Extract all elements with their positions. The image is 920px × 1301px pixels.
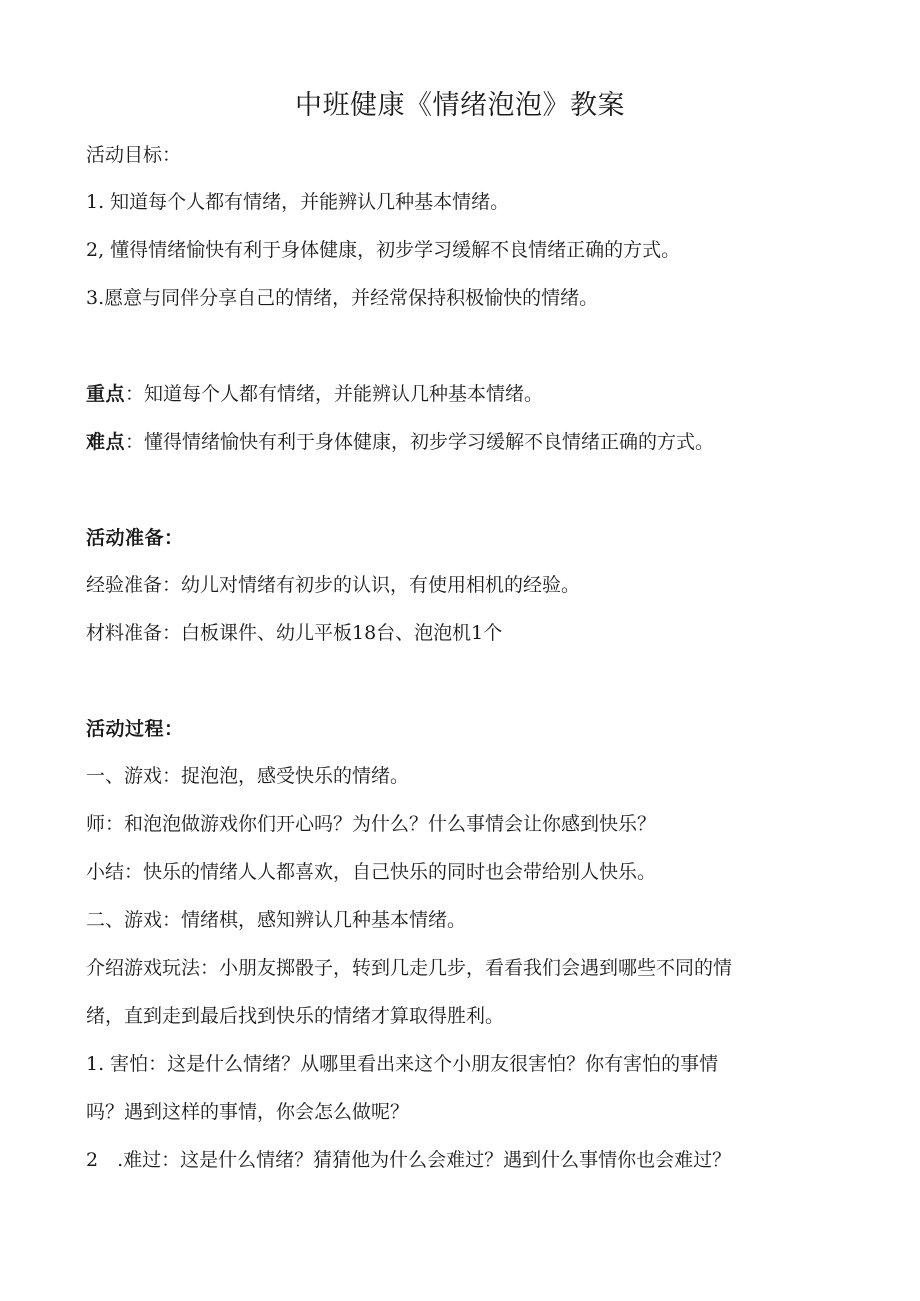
objective-item-3: 3.愿意与同伴分享自己的情绪，并经常保持积极愉快的情绪。 [86, 287, 599, 309]
process-line-6: 绪，直到走到最后找到快乐的情绪才算取得胜利。 [86, 1005, 505, 1027]
process-line-9: 2 .难过：这是什么情绪？猜猜他为什么会难过？遇到什么事情你也会难过？ [86, 1149, 732, 1171]
document-title: 中班健康《情绪泡泡》教案 [295, 90, 625, 121]
objective-item-1: 1. 知道每个人都有情绪，并能辨认几种基本情绪。 [86, 191, 510, 213]
preparation-heading: 活动准备： [86, 527, 184, 549]
process-line-4: 二、游戏：情绪棋，感知辨认几种基本情绪。 [86, 909, 467, 931]
difficulty-line [86, 428, 846, 456]
process-line-1: 一、游戏：捉泡泡，感受快乐的情绪。 [86, 765, 410, 787]
key-point-text: ：知道每个人都有情绪，并能辨认几种基本情绪。 [125, 383, 544, 405]
preparation-item-materials: 材料准备：白板课件、幼儿平板18台、泡泡机1个 [86, 622, 503, 644]
difficulty-text: ：懂得情绪愉快有利于身体健康，初步学习缓解不良情绪正确的方式。 [125, 431, 715, 453]
key-point-label: 重点 [86, 383, 126, 405]
preparation-item-experience: 经验准备：幼儿对情绪有初步的认识，有使用相机的经验。 [86, 574, 581, 596]
difficulty-label: 难点 [86, 431, 126, 453]
process-line-3: 小结：快乐的情绪人人都喜欢，自己快乐的同时也会带给别人快乐。 [86, 861, 657, 883]
process-heading: 活动过程： [86, 718, 184, 740]
key-point-line [86, 380, 846, 408]
process-line-2: 师：和泡泡做游戏你们开心吗？为什么？什么事情会让你感到快乐？ [86, 813, 657, 835]
process-line-8: 吗？遇到这样的事情，你会怎么做呢？ [86, 1101, 410, 1123]
objectives-heading: 活动目标： [86, 144, 182, 166]
process-line-7: 1. 害怕：这是什么情绪？从哪里看出来这个小朋友很害怕？你有害怕的事情 [86, 1053, 719, 1075]
process-line-5: 介绍游戏玩法：小朋友掷骰子，转到几走几步，看看我们会遇到哪些不同的情 [86, 957, 733, 979]
objective-item-2: 2, 懂得情绪愉快有利于身体健康，初步学习缓解不良情绪正确的方式。 [86, 239, 681, 261]
